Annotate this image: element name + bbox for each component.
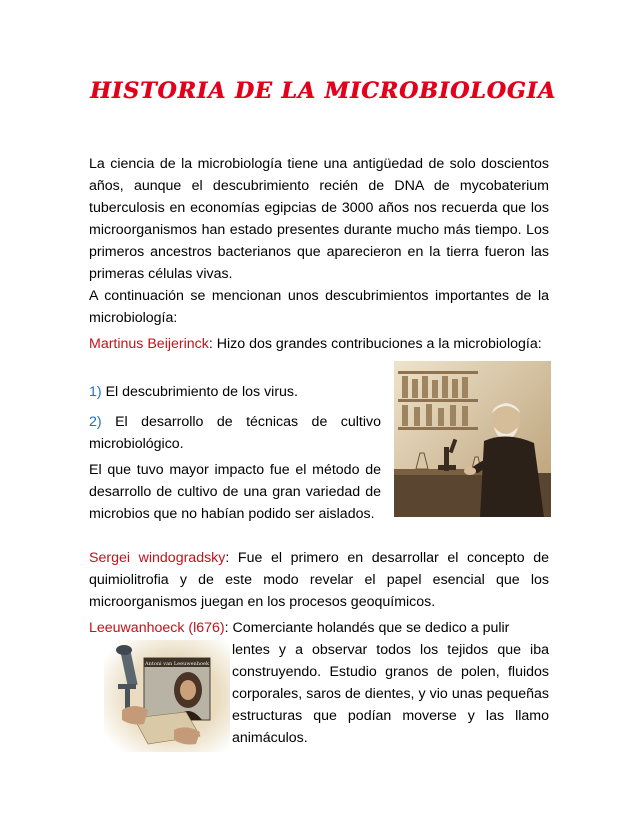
leeuwenhoek-first-line <box>89 617 549 639</box>
lab-photo-illustration <box>394 361 551 517</box>
list-number-2: 2) <box>89 414 102 430</box>
leeuwenhoek-collage-illustration <box>104 640 230 752</box>
list-number-1: 1) <box>89 384 102 400</box>
impact-paragraph: El que tuvo mayor impacto fue el método de desarrollo de cultivo de una gran variedad de microbios que no habían podido ser aislados. <box>89 462 381 522</box>
leeuwenhoek-microscope-collage <box>104 640 230 752</box>
list-text-2: El desarrollo de técnicas de cultivo microbiológico. <box>89 414 381 452</box>
portrait-caption: Antoni van Leeuwenhoek <box>144 661 210 667</box>
beijerinck-name: Martinus Beijerinck <box>89 336 209 352</box>
list-item-2 <box>89 411 381 455</box>
document-title: HISTORIA DE LA MICROBIOLOGIA <box>90 78 556 104</box>
leeuwenhoek-text-first: : Comerciante holandés que se dedico a pulir <box>224 620 510 636</box>
list-item-1 <box>89 381 381 403</box>
leeuwenhoek-paragraph: lentes y a observar todos los tejidos que iba construyendo. Estudio granos de polen, fluidos corporales, saros de dientes, y vio unas pequeñas estructuras que podían moverse y las llamo animáculos. <box>232 642 549 746</box>
intro-paragraph: La ciencia de la microbiología tiene una antigüedad de solo doscientos años, aunque el descubrimiento recién de DNA de mycobaterium tuberculosis en economías egipcias de 3000 años nos recuerda que los microorganismos han estado presentes durante mucho más tiempo. Los primeros ancestros bacterianos que aparecieron en la tierra fueron las primeras células vivas. <box>89 156 549 282</box>
winogradsky-paragraph <box>89 547 549 613</box>
lead-paragraph: A continuación se mencionan unos descubrimientos importantes de la microbiología: <box>89 288 549 326</box>
winogradsky-name: Sergei windogradsky <box>89 550 226 566</box>
leeuwenhoek-name: Leeuwanhoeck (l676) <box>89 620 225 636</box>
winogradsky-text: : Fue el primero en desarrollar el concepto de quimiolitrofia y de este modo revelar el papel esencial que los microorganismos juegan en los procesos geoquímicos. <box>89 550 550 610</box>
beijerinck-text: : Hizo dos grandes contribuciones a la microbiología: <box>208 336 542 352</box>
beijerinck-laboratory-photo <box>394 361 551 517</box>
list-text-1: El descubrimiento de los virus. <box>101 384 298 400</box>
